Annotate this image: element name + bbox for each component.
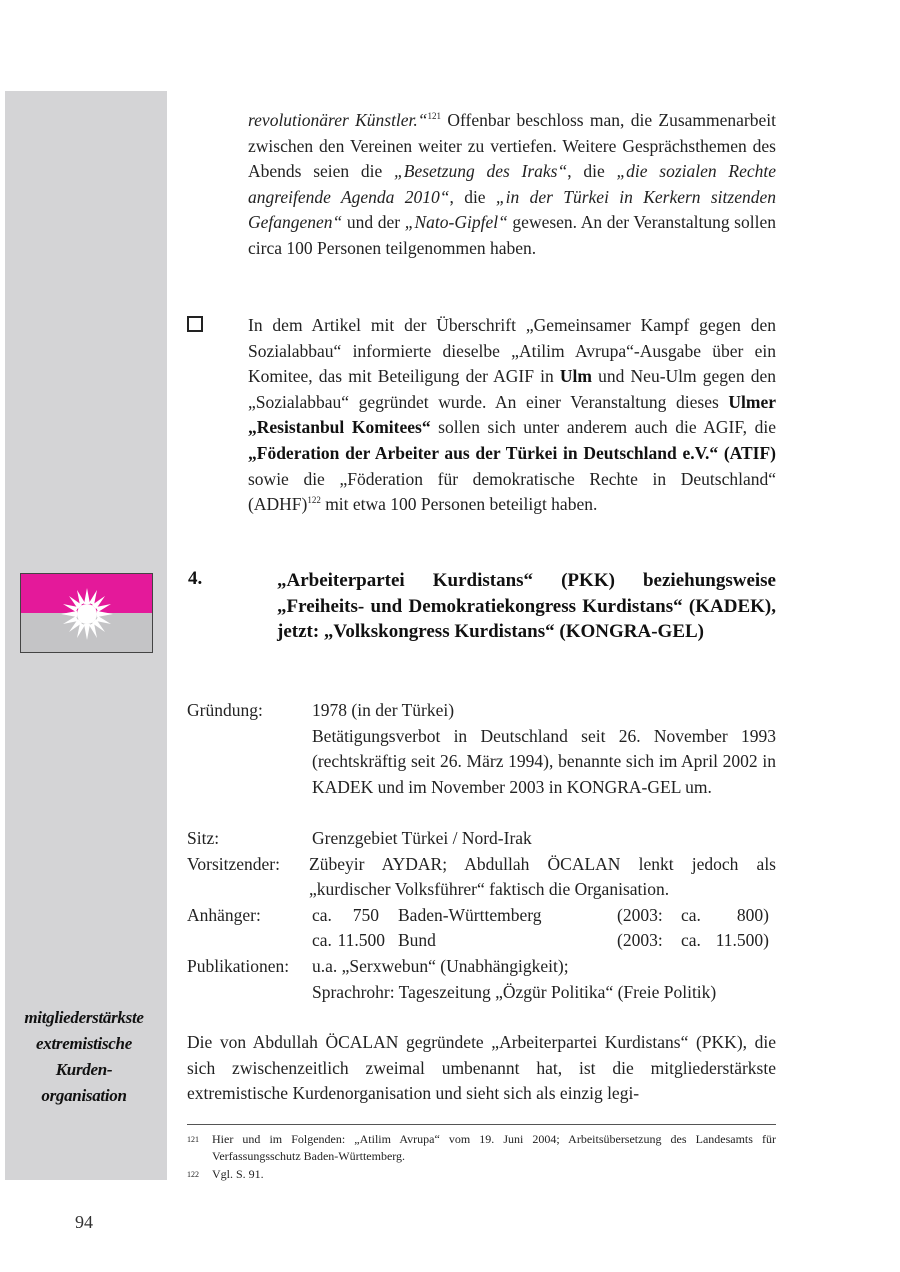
sitz-value: Grenzgebiet Türkei / Nord-Irak (312, 828, 532, 848)
paragraph-1 (248, 108, 776, 262)
section-title: „Arbeiterpartei Kurdistans“ (PKK) beziehungsweise „Freiheits- und Demokratiekongress Kurdistans“ (KADEK), jetzt: „Volkskongress Kurdistans“ (KONGRA-GEL) (277, 570, 776, 642)
text-run: , die (567, 161, 617, 182)
anhaenger-label: Anhänger: (187, 904, 261, 925)
text-run: gewesen. An der Veranstaltung sollen circa 100 Personen teilgenommen haben. (248, 212, 776, 258)
footnote-number: 122 (187, 1170, 199, 1179)
section-number: 4. (188, 568, 203, 589)
footnote-122 (187, 1166, 776, 1183)
sun-icon (21, 574, 153, 653)
checkbox-bullet-icon (187, 316, 203, 332)
text-run: und der (342, 212, 405, 233)
publ-label: Publikationen: (187, 956, 290, 976)
footnote-ref[interactable]: 122 (307, 495, 321, 506)
prev-year: (2003: (617, 904, 663, 925)
bold-term: Ulm (559, 366, 592, 387)
gruendung-label: Gründung: (187, 700, 263, 720)
publ-value-2: Sprachrohr: Tageszeitung „Özgür Politika“ (Freie Politik) (312, 981, 717, 1002)
margin-note-line: Kurden- (55, 1060, 113, 1079)
paragraph-2 (248, 313, 776, 518)
margin-note-line: mitgliederstärkste (24, 1008, 144, 1027)
sitz-label: Sitz: (187, 828, 220, 848)
gruendung-value: 1978 (in der Türkei) (312, 700, 455, 720)
ca-label: ca. (312, 930, 332, 951)
bold-term: „Föderation der Arbeiter aus der Türkei in Deutschland e.V.“ (ATIF) (248, 442, 776, 463)
vorsitz-label: Vorsitzender: (187, 853, 280, 874)
page-number: 94 (75, 1212, 93, 1232)
italic-quote: revolutionärer Künstler.“ (248, 110, 428, 130)
footnote-text: Vgl. S. 91. (212, 1167, 264, 1181)
ca-label: ca. (681, 930, 701, 951)
region: Baden-Württemberg (398, 904, 542, 925)
text-run: In dem Artikel mit der Überschrift „Gemeinsamer Kampf gegen den Sozialabbau“ informierte dieselbe „Atilim Avrupa“-Ausgabe über ein Komitee, das mit Beteiligung der AGIF in (248, 315, 776, 387)
ca-label: ca. (681, 904, 701, 925)
vorsitz-value: Zübeyir AYDAR; Abdullah ÖCALAN lenkt jedoch als „kurdischer Volksführer“ faktisch die Organisation. (309, 853, 776, 900)
region: Bund (398, 930, 436, 951)
prev-year: (2003: (617, 930, 663, 951)
footnote-number: 121 (187, 1135, 199, 1144)
prev-count: 800) (736, 904, 769, 925)
margin-note-line: organisation (41, 1086, 127, 1105)
prev-count: 11.500) (715, 930, 769, 951)
italic-quote: „die sozialen Rechte angreifende Agenda 2010“ (248, 161, 777, 207)
text-run: sollen sich unter anderem auch die AGIF, die (430, 417, 777, 438)
footnote-121 (187, 1131, 776, 1165)
paragraph-3: Die von Abdullah ÖCALAN gegründete „Arbeiterpartei Kurdistans“ (PKK), die sich zwischenzeitlich zweimal umbenannt hat, ist die mitgliederstärkste extremistische Kurdenorganisation und sieht sich als einzig legi- (187, 1032, 776, 1104)
text-run: , die (449, 186, 496, 207)
ca-label: ca. (312, 904, 332, 925)
footnote-divider (187, 1124, 776, 1125)
italic-quote: „in der Türkei in Kerkern sitzenden Gefangenen“ (248, 186, 777, 233)
text-run: und Neu-Ulm gegen den „Sozialabbau“ gegründet wurde. An einer Veranstaltung dieses (248, 366, 776, 412)
text-run: Offenbar beschloss man, die Zusammenarbeit zwischen den Vereinen weiter zu vertiefen. Weitere Gesprächsthemen des Abends seien die (248, 110, 776, 182)
verbot-value: Betätigungsverbot in Deutschland seit 26. November 1993 (rechtskräftig seit 26. März 1994), benannte sich im April 2002 in KADEK und im November 2003 in KONGRA-GEL um. (312, 725, 776, 797)
italic-quote: „Besetzung des Iraks“ (394, 161, 568, 182)
margin-note (8, 1005, 160, 1109)
member-count: 11.500 (337, 930, 385, 951)
text-run: mit etwa 100 Personen beteiligt haben. (320, 494, 598, 515)
footnote-ref[interactable]: 121 (427, 111, 442, 122)
publ-value-1: u.a. „Serxwebun“ (Unabhängigkeit); (312, 956, 569, 976)
bold-term: Ulmer „Resistanbul Komitees“ (248, 391, 776, 438)
margin-note-line: extremistische (36, 1034, 132, 1053)
kongra-gel-flag-image (20, 573, 153, 653)
text-run: sowie die „Föderation für demokratische Rechte in Deutschland“ (ADHF) (248, 468, 776, 515)
footnote-text: Hier und im Folgenden: „Atilim Avrupa“ vom 19. Juni 2004; Arbeitsübersetzung des Landesamts für Verfassungsschutz Baden-Württemberg. (212, 1132, 776, 1163)
member-count: 750 (352, 904, 379, 925)
italic-quote: „Nato-Gipfel“ (404, 212, 508, 233)
